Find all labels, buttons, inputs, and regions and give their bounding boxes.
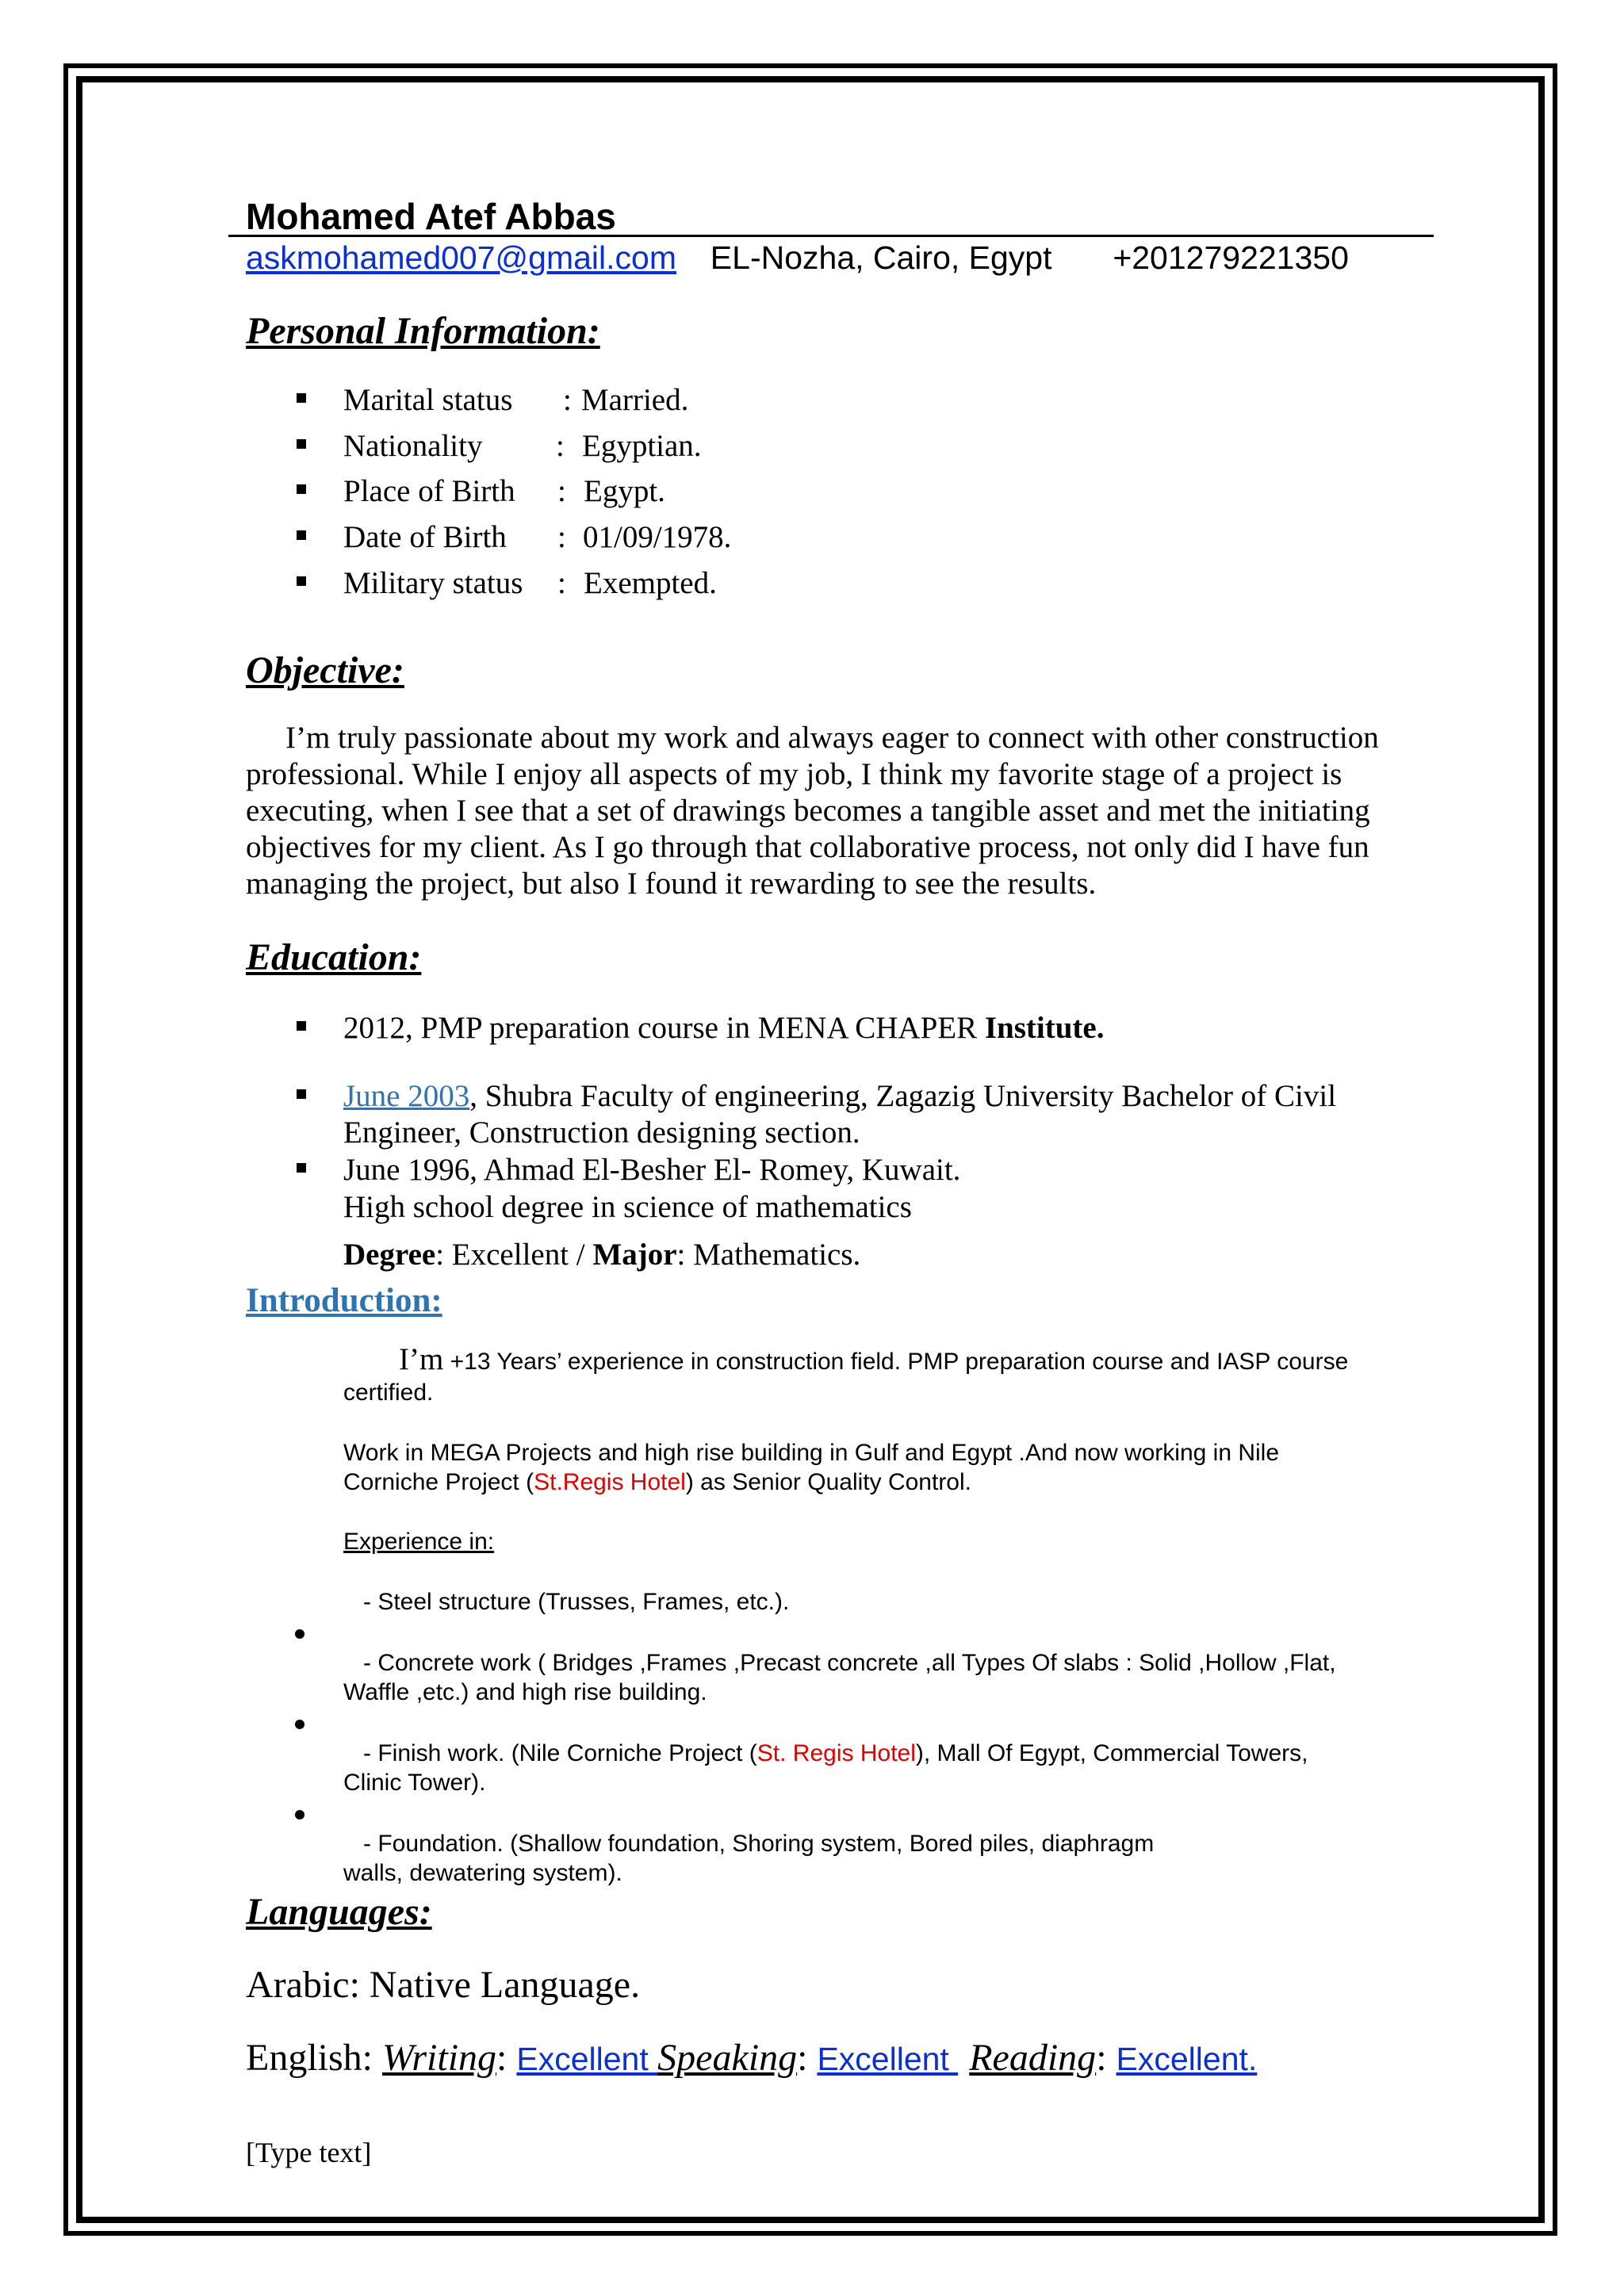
intro-line-2: certified. <box>343 1380 434 1406</box>
intro-text: ) as Senior Quality Control. <box>685 1469 971 1495</box>
bullet-icon <box>297 393 306 403</box>
bullet-icon <box>295 1720 304 1729</box>
intro-lead: I’m <box>399 1342 444 1376</box>
english-label: English: <box>246 2037 383 2079</box>
personal-item-sep: : <box>563 383 572 417</box>
colon: : <box>496 2037 517 2079</box>
intro-text: +13 Years’ experience in construction field. PMP preparation course and IASP course <box>443 1349 1349 1375</box>
education-item-continuation: High school degree in science of mathematics <box>343 1190 912 1224</box>
bullet-icon <box>295 1629 304 1639</box>
personal-item-value: 01/09/1978. <box>583 520 732 554</box>
education-item <box>343 1010 1104 1046</box>
personal-item-sep: : <box>557 566 566 600</box>
footer-placeholder: [Type text] <box>246 2137 372 2168</box>
personal-item-label: Marital status <box>343 383 513 417</box>
reading-label: Reading <box>969 2037 1097 2079</box>
intro-p2-line-2 <box>343 1469 971 1496</box>
personal-item-value: Egypt. <box>584 474 665 508</box>
st-regis-highlight: St.Regis Hotel <box>534 1469 686 1495</box>
degree-line <box>343 1237 860 1272</box>
intro-line-1 <box>343 1341 1348 1377</box>
colon: : <box>797 2037 818 2079</box>
phone-text: +201279221350 <box>1113 239 1349 276</box>
major-label: Major <box>592 1238 677 1272</box>
objective-paragraph: I’m truly passionate about my work and always eager to connect with other construction professional. While I enjoy all aspects of my job, I think my favorite stage of a project is executing, when I see that a set of drawings becomes a tangible asset and met the initiating objectives for my client. As I go through that collaborative process, not only did I have fun managing the project, but also I found it rewarding to see the results. <box>246 721 1379 901</box>
education-heading: Education: <box>246 936 422 978</box>
experience-item: - Concrete work ( Bridges ,Frames ,Precast concrete ,all Types Of slabs : Solid ,Hollow ,Flat, <box>363 1650 1336 1676</box>
bullet-icon <box>297 576 306 586</box>
candidate-name: Mohamed Atef Abbas <box>246 196 616 237</box>
email-link[interactable]: askmohamed007@gmail.com <box>246 239 676 276</box>
experience-label: Experience in: <box>343 1529 495 1555</box>
introduction-heading: Introduction: <box>246 1282 442 1319</box>
experience-item-continuation: Waffle ,etc.) and high rise building. <box>343 1679 707 1705</box>
bullet-icon <box>295 1810 304 1820</box>
location-text: EL-Nozha, Cairo, Egypt <box>710 239 1052 276</box>
bullet-icon <box>297 1021 306 1031</box>
experience-text: - Finish work. (Nile Corniche Project ( <box>363 1740 757 1766</box>
writing-label: Writing <box>382 2037 497 2079</box>
bullet-icon <box>297 1163 306 1173</box>
personal-item-value: Exempted. <box>584 566 717 600</box>
experience-item: - Steel structure (Trusses, Frames, etc.). <box>363 1589 790 1615</box>
degree-value: : Excellent / <box>435 1238 593 1272</box>
education-item <box>343 1078 1336 1114</box>
education-item-text: 2012, PMP preparation course in MENA CHAPER <box>343 1011 985 1045</box>
intro-text: Corniche Project ( <box>343 1469 534 1495</box>
personal-item-label: Nationality <box>343 429 483 463</box>
personal-item-label: Place of Birth <box>343 474 515 508</box>
education-item-bold: Institute. <box>984 1011 1105 1045</box>
languages-heading: Languages: <box>246 1891 432 1933</box>
personal-item-sep: : <box>557 474 566 508</box>
experience-item: - Foundation. (Shallow foundation, Shoring system, Bored piles, diaphragm <box>363 1831 1155 1857</box>
speaking-level-link[interactable]: Excellent <box>817 2041 959 2077</box>
bullet-icon <box>297 1089 306 1099</box>
personal-item-sep: : <box>556 429 565 463</box>
experience-item <box>363 1740 1308 1767</box>
bullet-icon <box>297 484 306 494</box>
personal-item-label: Military status <box>343 566 523 600</box>
st-regis-highlight: St. Regis Hotel <box>756 1740 916 1766</box>
contact-line <box>246 239 1349 277</box>
experience-item-continuation: walls, dewatering system). <box>343 1860 622 1886</box>
name-underline-rule <box>228 235 1434 237</box>
personal-info-heading: Personal Information: <box>246 310 600 352</box>
degree-label: Degree <box>343 1238 436 1272</box>
personal-item-value: Married. <box>581 383 689 417</box>
june-2003-link[interactable]: June 2003 <box>343 1079 470 1113</box>
bullet-icon <box>297 530 306 540</box>
education-item-text: , Shubra Faculty of engineering, Zagazig University Bachelor of Civil <box>469 1079 1337 1113</box>
personal-item-value: Egyptian. <box>582 429 702 463</box>
experience-item-continuation: Clinic Tower). <box>343 1770 486 1796</box>
speaking-label: Speaking <box>657 2037 798 2079</box>
colon: : <box>1096 2037 1116 2079</box>
education-item-continuation: Engineer, Construction designing section. <box>343 1115 860 1150</box>
intro-p2-line-1: Work in MEGA Projects and high rise building in Gulf and Egypt .And now working in Nile <box>343 1440 1280 1466</box>
personal-item-sep: : <box>557 520 566 554</box>
bullet-icon <box>297 439 306 449</box>
major-value: : Mathematics. <box>676 1238 861 1272</box>
writing-level-link[interactable]: Excellent <box>516 2041 658 2077</box>
reading-level-link[interactable]: Excellent. <box>1116 2041 1258 2077</box>
objective-heading: Objective: <box>246 649 404 691</box>
experience-text: ), Mall Of Egypt, Commercial Towers, <box>915 1740 1308 1766</box>
personal-item-label: Date of Birth <box>343 520 507 554</box>
education-item-text: June 1996, Ahmad El-Besher El- Romey, Kuwait. <box>343 1153 961 1187</box>
english-line <box>246 2036 1257 2080</box>
arabic-line: Arabic: Native Language. <box>246 1964 641 2006</box>
